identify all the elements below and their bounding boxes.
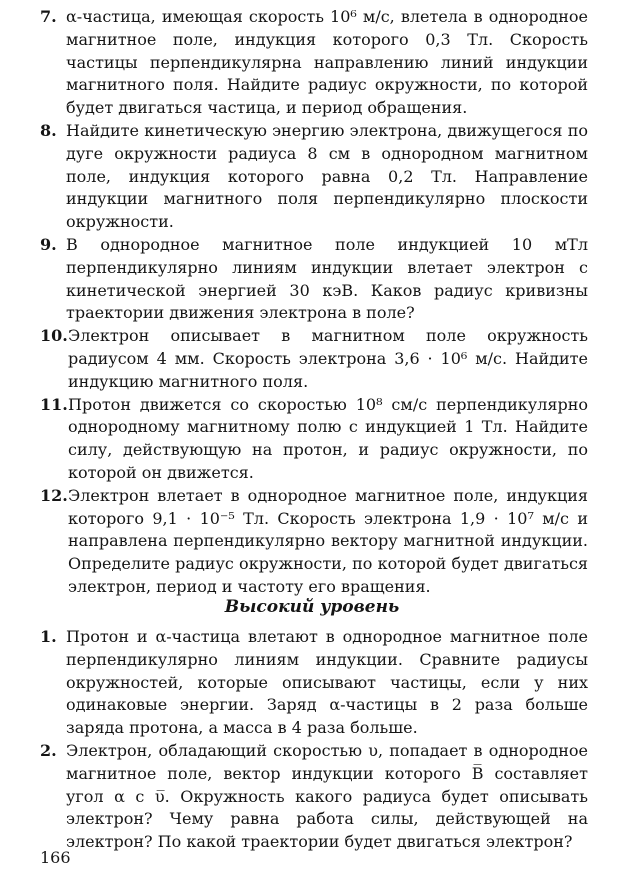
- problem-number: 9.: [40, 234, 57, 254]
- problem-number: 12.: [40, 485, 68, 505]
- high-level-problem-list: [40, 626, 588, 854]
- problem-text: Электрон описывает в магнитном поле окружность радиусом 4 мм. Скорость электрона 3,6 · 10⁶ м/с. Найдите индукцию магнитного поля.: [68, 326, 588, 391]
- problem-11: [40, 394, 588, 485]
- problem-high-2: [40, 740, 588, 854]
- section-heading: Высокий уровень: [224, 597, 400, 617]
- problem-number: 2.: [40, 740, 57, 760]
- problem-text: Протон движется со скоростью 10⁸ см/с перпендикулярно однородному магнитному полю с индукцией 1 Тл. Найдите силу, действующую на протон, и радиус окружности, по которой он движется.: [68, 394, 588, 482]
- problem-10: [40, 325, 588, 393]
- problem-list: [40, 6, 588, 599]
- problem-number: 11.: [40, 394, 68, 414]
- problem-text: α-частица, имеющая скорость 10⁶ м/с, влетела в однородное магнитное поле, индукция которого 0,3 Тл. Скорость частицы перпендикулярна направлению линий индукции магнитного поля. Найдите радиус окружности, по которой будет двигаться частица, и период обращения.: [66, 7, 588, 118]
- problem-text: В однородное магнитное поле индукцией 10 мТл перпендикулярно линиям индукции влетает электрон с кинетической энергией 30 кэВ. Каков радиус кривизны траектории движения электрона в поле?: [66, 234, 588, 323]
- page-number: 166: [40, 848, 71, 867]
- problem-text: Протон и α-частица влетают в однородное магнитное поле перпендикулярно линиям индукции. Сравните радиусы окружностей, которые описывают частицы, если у них одинаковые энергии. Заряд α-частицы в 2 раза больше заряда протона, а масса в 4 раза больше.: [66, 627, 588, 738]
- problem-number: 8.: [40, 120, 57, 140]
- problem-number: 7.: [40, 7, 57, 26]
- problem-text: Электрон, обладающий скоростью υ, попадает в однородное магнитное поле, вектор индукции которого B̅ составляет угол α с υ̅. Окружность какого радиуса будет описывать электрон? Чему равна работа силы, действующей на электрон? По какой траектории будет двигаться электрон?: [66, 740, 588, 852]
- problem-number: 10.: [40, 326, 68, 346]
- problem-text: Найдите кинетическую энергию электрона, движущегося по дуге окружности радиуса 8 см в однородном магнитном поле, индукция которого равна 0,2 Тл. Направление индукции магнитного поля перпендикулярно плоскости окружности.: [66, 120, 588, 232]
- problem-number: 1.: [40, 627, 57, 646]
- problem-12: [40, 485, 588, 599]
- problem-high-1: [40, 626, 588, 740]
- problem-7: [40, 6, 588, 120]
- problem-8: [40, 120, 588, 234]
- problem-9: [40, 234, 588, 325]
- problem-text: Электрон влетает в однородное магнитное поле, индукция которого 9,1 · 10⁻⁵ Тл. Скорость электрона 1,9 · 10⁷ м/с и направлена перпендикулярно вектору магнитной индукции. Определите радиус окружности, по которой будет двигаться электрон, период и частоту его вращения.: [68, 485, 588, 596]
